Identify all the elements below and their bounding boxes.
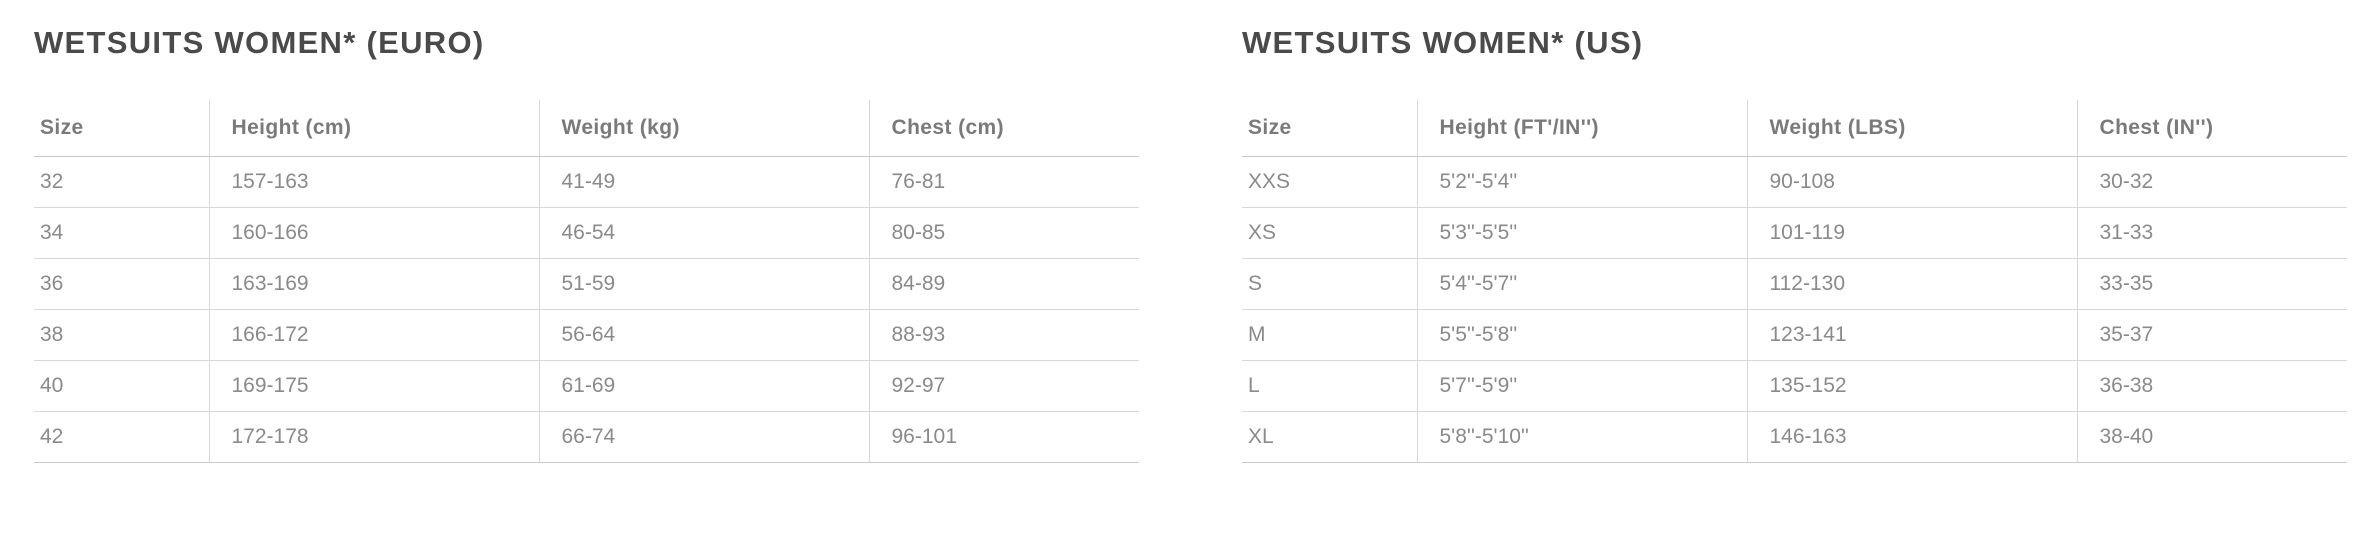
cell-height: 160-166 <box>209 207 539 258</box>
cell-size: 36 <box>34 258 209 309</box>
cell-size: 38 <box>34 309 209 360</box>
table-header-euro <box>34 100 1139 156</box>
table-body-us <box>1242 156 2347 462</box>
cell-chest: 96-101 <box>869 411 1139 462</box>
cell-chest: 92-97 <box>869 360 1139 411</box>
size-table-us-block <box>1242 26 2362 463</box>
cell-chest: 35-37 <box>2077 309 2347 360</box>
cell-size: S <box>1242 258 1417 309</box>
column-header-chest: Chest (IN'') <box>2077 100 2347 156</box>
cell-chest: 31-33 <box>2077 207 2347 258</box>
cell-weight: 66-74 <box>539 411 869 462</box>
cell-size: L <box>1242 360 1417 411</box>
column-header-weight: Weight (kg) <box>539 100 869 156</box>
cell-weight: 41-49 <box>539 156 869 207</box>
column-header-weight: Weight (LBS) <box>1747 100 2077 156</box>
cell-size: XS <box>1242 207 1417 258</box>
page-title-us: WETSUITS WOMEN* (US) <box>1242 25 1644 60</box>
table-row <box>1242 156 2347 207</box>
table-body-euro <box>34 156 1139 462</box>
column-header-size: Size <box>1242 100 1417 156</box>
cell-chest: 84-89 <box>869 258 1139 309</box>
cell-height: 5'7''-5'9'' <box>1417 360 1747 411</box>
cell-chest: 33-35 <box>2077 258 2347 309</box>
table-row <box>34 156 1139 207</box>
table-row <box>1242 258 2347 309</box>
cell-size: 34 <box>34 207 209 258</box>
table-header-us <box>1242 100 2347 156</box>
cell-height: 5'4''-5'7'' <box>1417 258 1747 309</box>
cell-height: 5'8''-5'10'' <box>1417 411 1747 462</box>
cell-size: M <box>1242 309 1417 360</box>
column-header-height: Height (cm) <box>209 100 539 156</box>
table-header-row <box>1242 100 2347 156</box>
table-row <box>1242 207 2347 258</box>
table-row <box>34 207 1139 258</box>
cell-size: 42 <box>34 411 209 462</box>
table-row <box>34 411 1139 462</box>
table-row <box>1242 411 2347 462</box>
cell-weight: 90-108 <box>1747 156 2077 207</box>
cell-weight: 101-119 <box>1747 207 2077 258</box>
column-header-size: Size <box>34 100 209 156</box>
column-header-height: Height (FT'/IN'') <box>1417 100 1747 156</box>
cell-height: 169-175 <box>209 360 539 411</box>
table-header-row <box>34 100 1139 156</box>
table-row <box>34 309 1139 360</box>
cell-weight: 56-64 <box>539 309 869 360</box>
cell-size: 32 <box>34 156 209 207</box>
cell-weight: 123-141 <box>1747 309 2077 360</box>
cell-size: 40 <box>34 360 209 411</box>
size-table-us <box>1242 100 2347 463</box>
cell-chest: 80-85 <box>869 207 1139 258</box>
cell-weight: 51-59 <box>539 258 869 309</box>
column-header-chest: Chest (cm) <box>869 100 1139 156</box>
cell-height: 172-178 <box>209 411 539 462</box>
cell-chest: 38-40 <box>2077 411 2347 462</box>
table-row <box>34 258 1139 309</box>
cell-size: XXS <box>1242 156 1417 207</box>
cell-chest: 76-81 <box>869 156 1139 207</box>
cell-height: 5'2''-5'4'' <box>1417 156 1747 207</box>
cell-height: 157-163 <box>209 156 539 207</box>
cell-weight: 112-130 <box>1747 258 2077 309</box>
cell-height: 5'3''-5'5'' <box>1417 207 1747 258</box>
cell-weight: 46-54 <box>539 207 869 258</box>
table-row <box>1242 309 2347 360</box>
table-row <box>1242 360 2347 411</box>
cell-height: 5'5''-5'8'' <box>1417 309 1747 360</box>
cell-height: 163-169 <box>209 258 539 309</box>
size-table-euro-block <box>34 26 1154 463</box>
cell-weight: 135-152 <box>1747 360 2077 411</box>
cell-chest: 88-93 <box>869 309 1139 360</box>
cell-height: 166-172 <box>209 309 539 360</box>
size-table-euro <box>34 100 1139 463</box>
cell-chest: 30-32 <box>2077 156 2347 207</box>
page-title-euro: WETSUITS WOMEN* (EURO) <box>34 25 485 60</box>
cell-weight: 61-69 <box>539 360 869 411</box>
cell-chest: 36-38 <box>2077 360 2347 411</box>
cell-size: XL <box>1242 411 1417 462</box>
cell-weight: 146-163 <box>1747 411 2077 462</box>
table-row <box>34 360 1139 411</box>
